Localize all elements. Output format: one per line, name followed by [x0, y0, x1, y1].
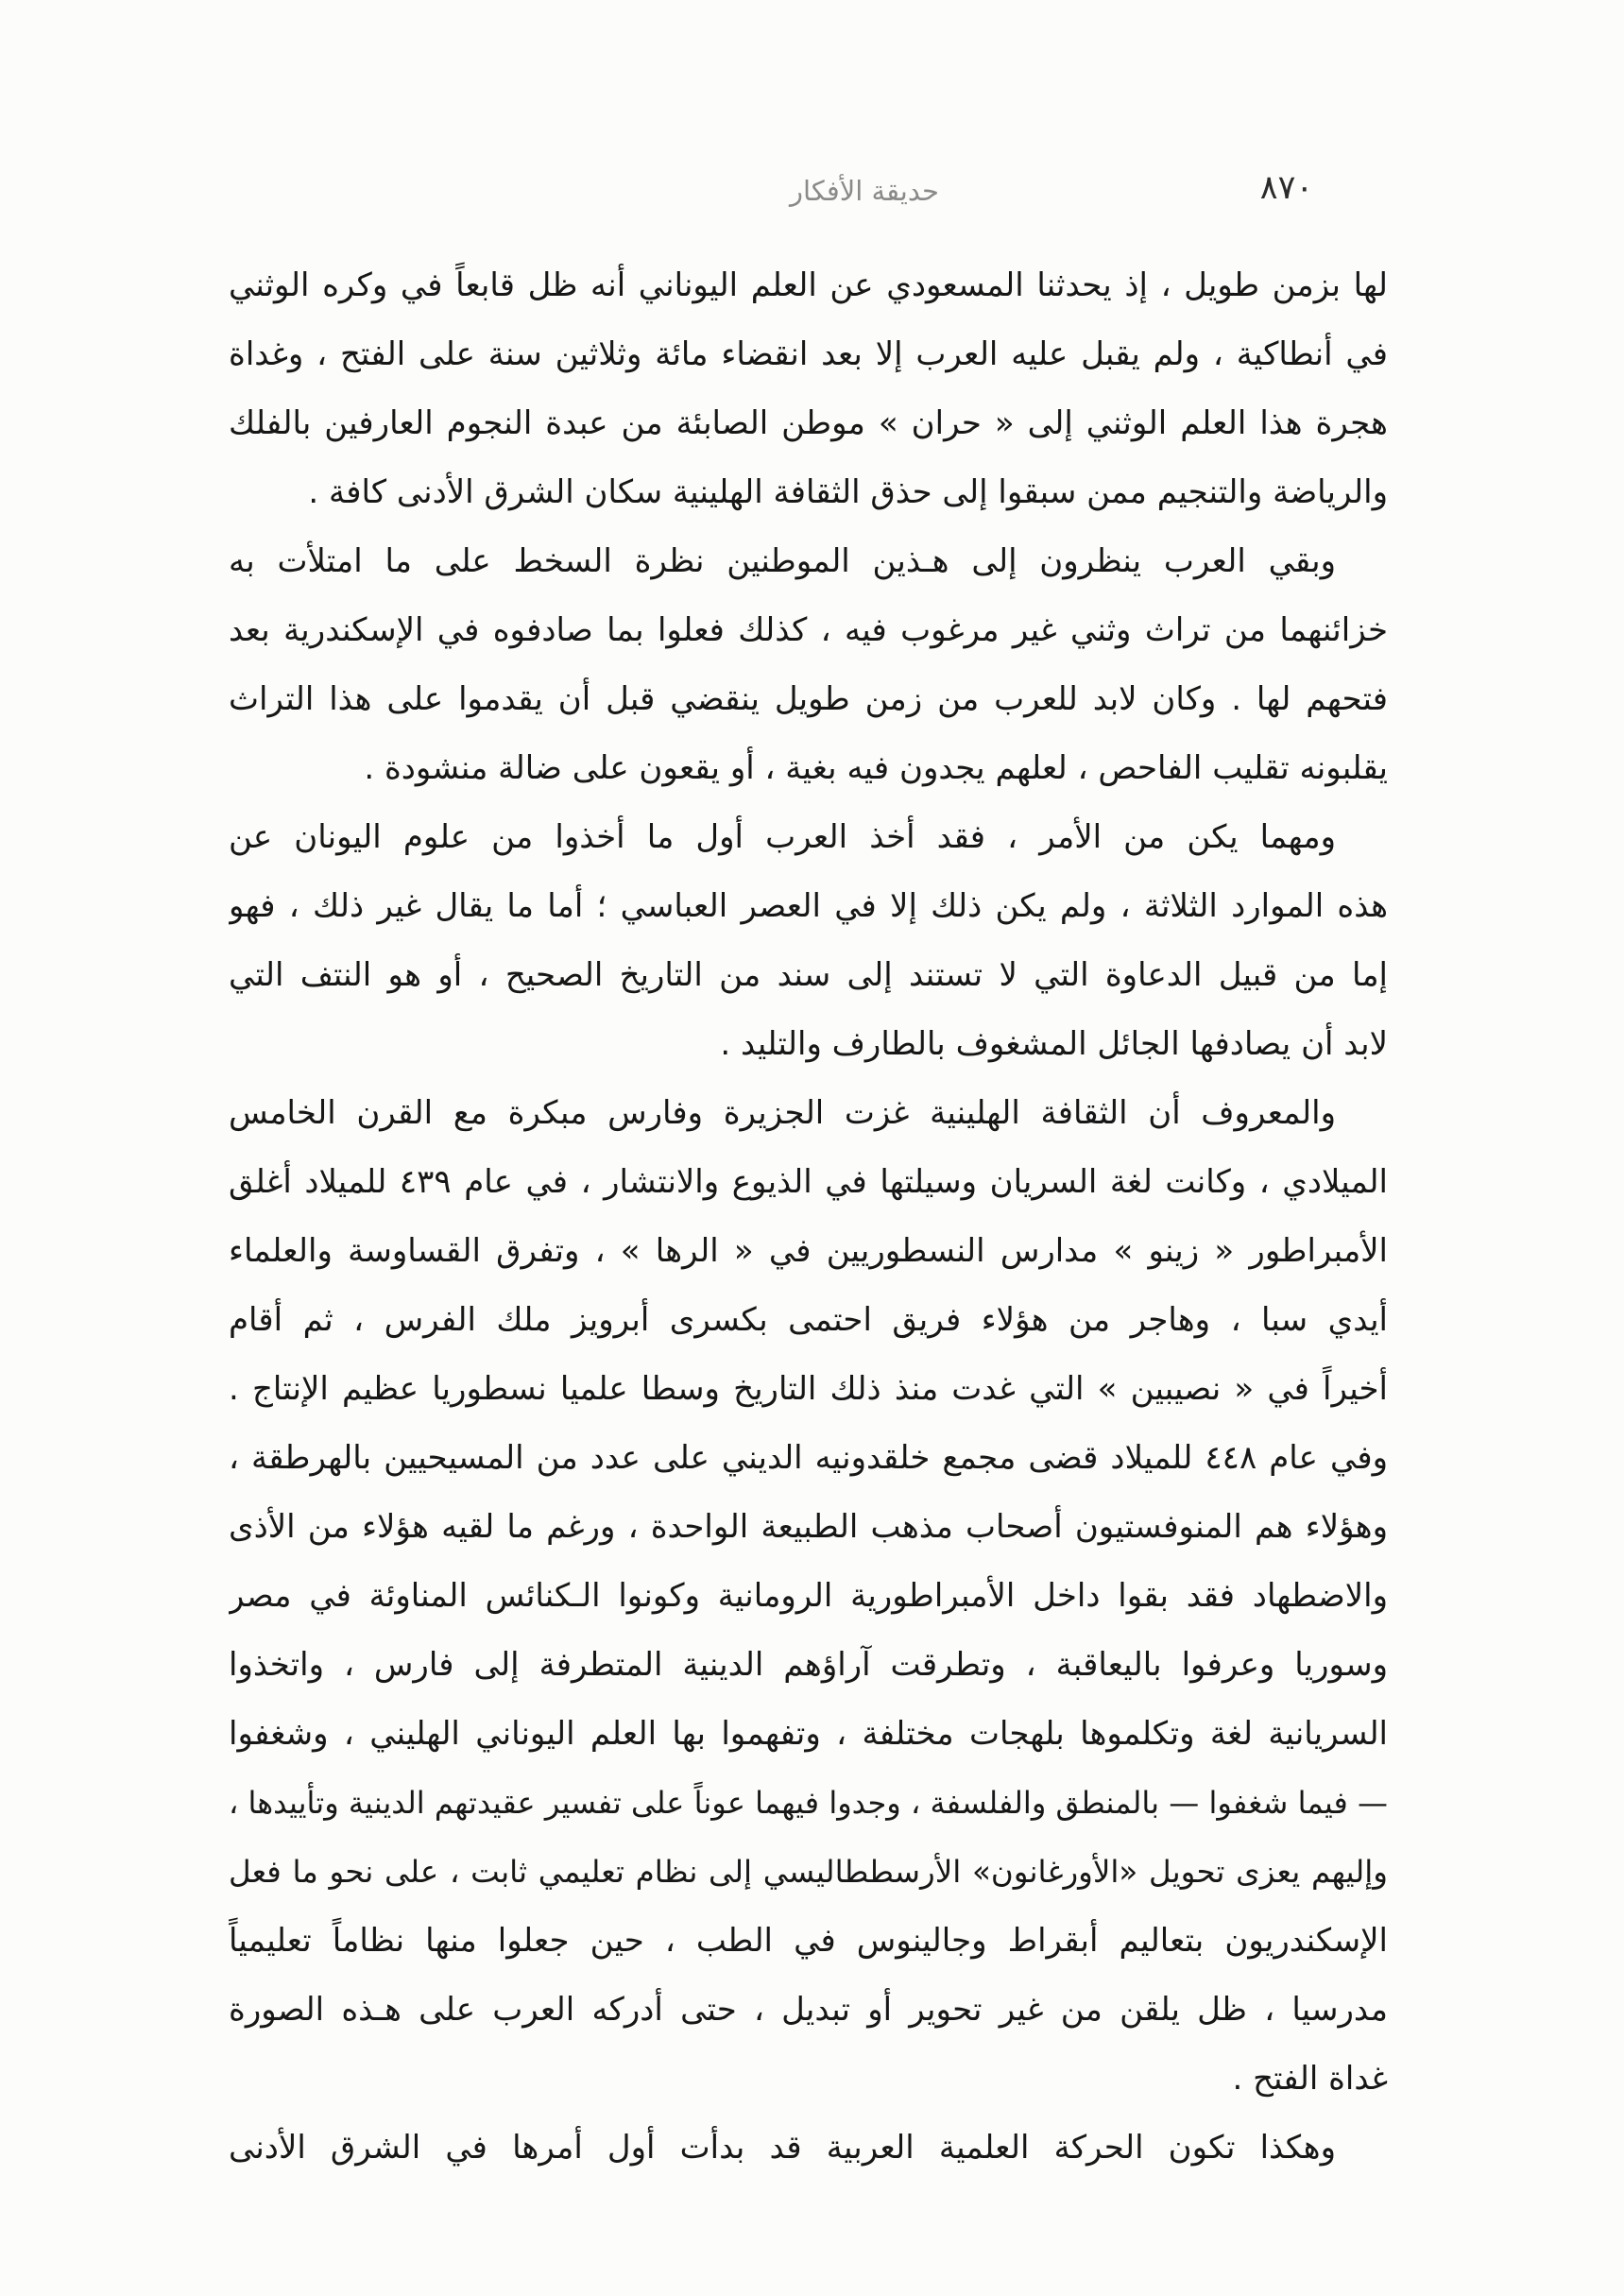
- text-line: خزائنهما من تراث وثني غير مرغوب فيه ، كذلك فعلوا بما صادفوه في الإسكندرية بعد: [229, 611, 1388, 649]
- running-title: حديقة الأفكار: [790, 175, 939, 207]
- text-line: الميلادي ، وكانت لغة السريان وسيلتها في الذيوع والانتشار ، في عام ٤٣٩ للميلاد أغلق: [229, 1163, 1388, 1201]
- text-line: أخيراً في « نصيبين » التي غدت منذ ذلك التاريخ وسطا علميا نسطوريا عظيم الإنتاج .: [229, 1370, 1388, 1408]
- text-line: وبقي العرب ينظرون إلى هـذين الموطنين نظرة السخط على ما امتلأت به: [229, 542, 1336, 580]
- text-line: وهكذا تكون الحركة العلمية العربية قد بدأت أول أمرها في الشرق الأدنى: [229, 2129, 1336, 2167]
- text-line: لها بزمن طويل ، إذ يحدثنا المسعودي عن العلم اليوناني أنه ظل قابعاً في وكره الوثني: [229, 266, 1388, 304]
- text-line: والاضطهاد فقد بقوا داخل الأمبراطورية الرومانية وكونوا الـكنائس المناوئة في مصر: [229, 1577, 1388, 1615]
- text-line: والمعروف أن الثقافة الهلينية غزت الجزيرة وفارس مبكرة مع القرن الخامس: [229, 1094, 1336, 1132]
- paragraph: [229, 1424, 1388, 2114]
- text-line: وهؤلاء هم المنوفستيون أصحاب مذهب الطبيعة الواحدة ، ورغم ما لقيه هؤلاء من الأذى: [229, 1508, 1388, 1546]
- text-line: إما من قبيل الدعاوة التي لا تستند إلى سند من التاريخ الصحيح ، أو هو النتف التي: [229, 956, 1388, 994]
- text-line: يقلبونه تقليب الفاحص ، لعلهم يجدون فيه بغية ، أو يقعون على ضالة منشودة .: [364, 749, 1388, 787]
- text-line: لابد أن يصادفها الجائل المشغوف بالطارف والتليد .: [720, 1025, 1388, 1063]
- text-line: الإسكندريون بتعاليم أبقراط وجالينوس في الطب ، حين جعلوا منها نظاماً تعليمياً: [229, 1922, 1388, 1960]
- text-line: السريانية لغة وتكلموها بلهجات مختلفة ، وتفهموا بها العلم اليوناني الهليني ، وشغفوا: [229, 1715, 1388, 1753]
- text-line: هذه الموارد الثلاثة ، ولم يكن ذلك إلا في العصر العباسي ؛ أما ما يقال غير ذلك ، فهو: [229, 887, 1388, 925]
- text-line: — فيما شغفوا — بالمنطق والفلسفة ، وجدوا فيهما عوناً على تفسير عقيدتهم الدينية وتأييدها ،: [229, 1785, 1388, 1821]
- text-line: الأمبراطور « زينو » مدارس النسطوريين في « الرها » ، وتفرق القساوسة والعلماء: [229, 1232, 1388, 1270]
- page-number: ٨٧٠: [1259, 169, 1314, 207]
- text-line: وسوريا وعرفوا باليعاقبة ، وتطرقت آراؤهم الدينية المتطرفة إلى فارس ، واتخذوا: [229, 1646, 1388, 1684]
- text-line: مدرسيا ، ظل يلقن من غير تحوير أو تبديل ، حتى أدركه العرب على هـذه الصورة: [229, 1991, 1388, 2029]
- text-line: وإليهم يعزى تحويل «الأورغانون» الأرسططاليسي إلى نظام تعليمي ثابت ، على نحو ما فعل: [229, 1854, 1388, 1890]
- paragraph: [229, 527, 1388, 803]
- body-text: [229, 251, 1388, 2183]
- text-line: غداة الفتح .: [1232, 2060, 1388, 2098]
- text-line: في أنطاكية ، ولم يقبل عليه العرب إلا بعد انقضاء مائة وثلاثين سنة على الفتح ، وغداة: [229, 335, 1388, 373]
- text-line: فتحهم لها . وكان لابد للعرب من زمن طويل ينقضي قبل أن يقدموا على هذا التراث: [229, 680, 1388, 718]
- text-line: ومهما يكن من الأمر ، فقد أخذ العرب أول ما أخذوا من علوم اليونان عن: [229, 818, 1336, 856]
- text-line: وفي عام ٤٤٨ للميلاد قضى مجمع خلقدونيه الديني على عدد من المسيحيين بالهرطقة ،: [229, 1439, 1388, 1477]
- paragraph: [229, 803, 1388, 1079]
- text-line: والرياضة والتنجيم ممن سبقوا إلى حذق الثقافة الهلينية سكان الشرق الأدنى كافة .: [308, 473, 1388, 511]
- text-line: هجرة هذا العلم الوثني إلى « حران » موطن الصابئة من عبدة النجوم العارفين بالفلك: [229, 404, 1388, 442]
- paragraph: [229, 2114, 1388, 2183]
- text-line: أيدي سبا ، وهاجر من هؤلاء فريق احتمى بكسرى أبرويز ملك الفرس ، ثم أقام: [229, 1301, 1388, 1339]
- paragraph: [229, 251, 1388, 527]
- paragraph: [229, 1079, 1388, 1424]
